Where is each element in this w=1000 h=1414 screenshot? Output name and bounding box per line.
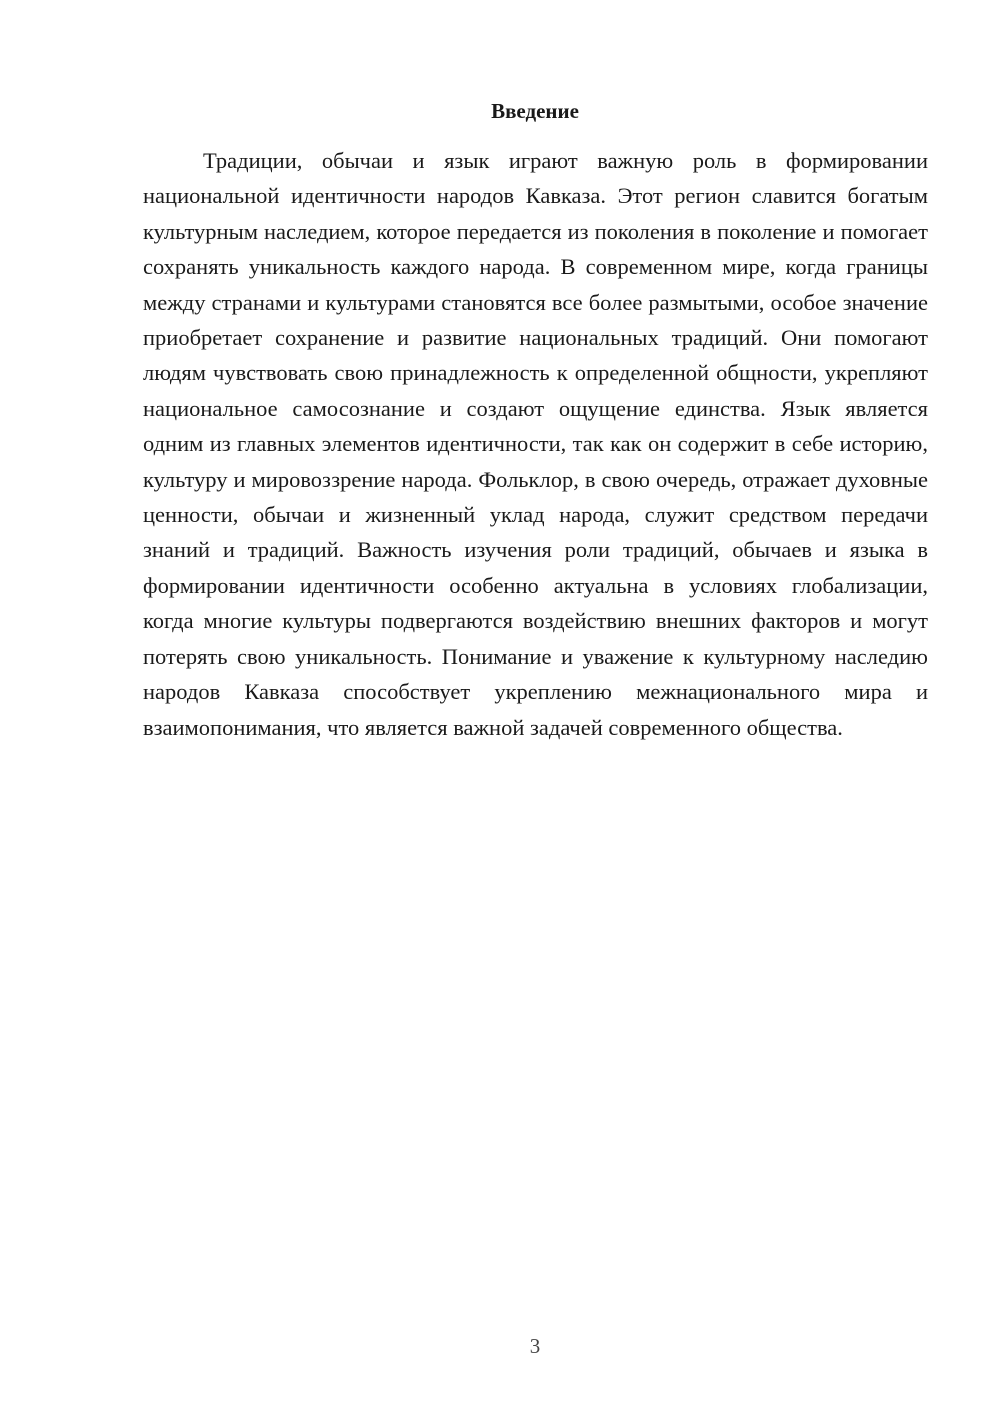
page-number: 3 <box>529 1334 541 1358</box>
section-title: Введение <box>491 99 579 123</box>
intro-paragraph: Традиции, обычаи и язык играют важную роль в формировании национальной идентичности народов Кавказа. Этот регион славится богатым культурным наследием, которое передается из поколения в поколение и помогает сохранять уникальность каждого народа. В современном мире, когда границы между странами и культурами становятся все более размытыми, особое значение приобретает сохранение и развитие национальных традиций. Они помогают людям чувствовать свою принадлежность к определенной общности, укрепляют национальное самосознание и создают ощущение единства. Язык является одним из главных элементов идентичности, так как он содержит в себе историю, культуру и мировоззрение народа. Фольклор, в свою очередь, отражает духовные ценности, обычаи и жизненный уклад народа, служит средством передачи знаний и традиций. Важность изучения роли традиций, обычаев и языка в формировании идентичности особенно актуальна в условиях глобализации, когда многие культуры подвергаются воздействию внешних факторов и могут потерять свою уникальность. Понимание и уважение к культурному наследию народов Кавказа способствует укреплению межнационального мира и взаимопонимания, что является важной задачей современного общества. <box>143 148 928 740</box>
